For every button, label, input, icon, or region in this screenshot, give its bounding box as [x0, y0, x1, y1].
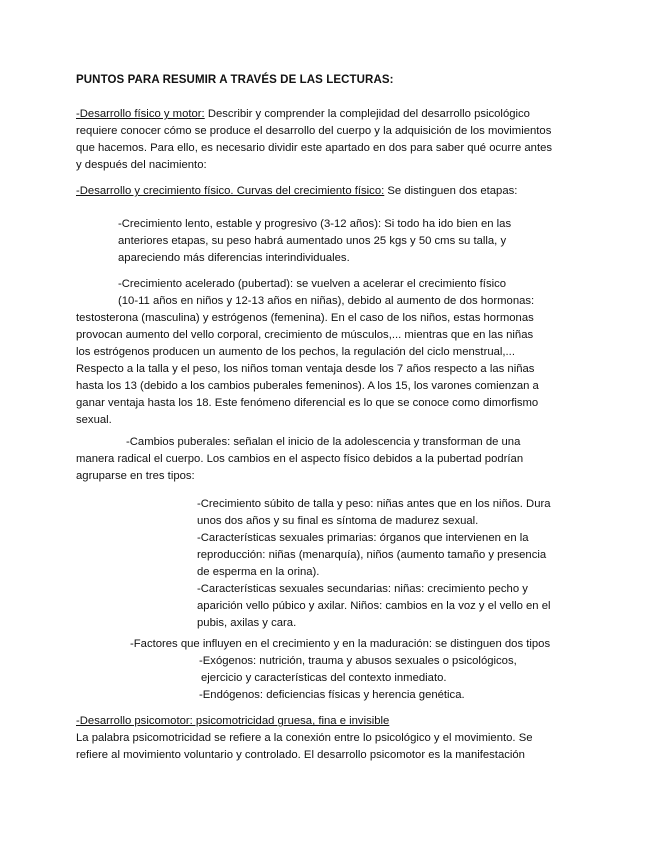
- paragraph-line: ejercicio y características del contexto inmediato.: [201, 672, 447, 684]
- section-crecimiento-fisico: [76, 183, 576, 200]
- factores-tipos: [199, 653, 579, 704]
- paragraph-line: los estrógenos producen un aumento de los pechos, la regulación del ciclo menstrual,...: [76, 346, 515, 358]
- paragraph-line: -Cambios puberales: señalan el inicio de la adolescencia y transforman de una: [126, 436, 521, 448]
- paragraph-line: pubis, axilas y cara.: [197, 617, 297, 629]
- paragraph-line: -Características sexuales secundarias: niñas: crecimiento pecho y: [197, 583, 528, 595]
- paragraph-line: (10-11 años en niños y 12-13 años en niñas), debido al aumento de dos hormonas:: [118, 295, 535, 307]
- paragraph-text: Describir y comprender la complejidad del desarrollo psicológico: [204, 108, 530, 120]
- crecimiento-lento: [118, 216, 558, 267]
- paragraph-line: anteriores etapas, su peso habrá aumentado unos 25 kgs y 50 cms su talla, y: [118, 235, 507, 247]
- paragraph-line: -Crecimiento acelerado (pubertad): se vuelven a acelerar el crecimiento físico: [118, 278, 507, 290]
- section-desarrollo-psicomotor: [76, 713, 576, 764]
- paragraph-line: y después del nacimiento:: [76, 159, 207, 171]
- paragraph-line: apareciendo más diferencias interindividuales.: [118, 252, 350, 264]
- paragraph-line: testosterona (masculina) y estrógenos (femenina). En el caso de los niños, estas hormonas: [76, 312, 534, 324]
- section-heading: -Desarrollo y crecimiento físico. Curvas del crecimiento físico:: [76, 185, 385, 197]
- paragraph-line: requiere conocer cómo se produce el desarrollo del cuerpo y la adquisición de los movimientos: [76, 125, 552, 137]
- paragraph-line: [76, 183, 576, 200]
- section-desarrollo-fisico-motor: [76, 106, 576, 174]
- cambios-puberales: [76, 451, 576, 485]
- paragraph-line: La palabra psicomotricidad se refiere a la conexión entre lo psicológico y el movimiento. Se: [76, 732, 533, 744]
- paragraph-line: -Exógenos: nutrición, trauma y abusos sexuales o psicológicos,: [199, 655, 517, 667]
- section-heading: -Desarrollo psicomotor: psicomotricidad gruesa, fina e invisible: [76, 715, 390, 727]
- paragraph-text: Se distinguen dos etapas:: [384, 185, 518, 197]
- tipos-cambios: [197, 496, 577, 632]
- paragraph-line: de esperma en la orina).: [197, 566, 320, 578]
- paragraph-line: hasta los 13 (debido a los cambios puberales femeninos). A los 15, los varones comienzan a: [76, 380, 539, 392]
- paragraph-line: agruparse en tres tipos:: [76, 470, 195, 482]
- paragraph-line: -Factores que influyen en el crecimiento y en la maduración: se distinguen dos tipos: [130, 638, 551, 650]
- paragraph-line: aparición vello púbico y axilar. Niños: cambios en la voz y el vello en el: [197, 600, 551, 612]
- paragraph-line: Respecto a la talla y el peso, los niños toman ventaja desde los 7 años respecto a las niñas: [76, 363, 535, 375]
- paragraph-line: que hacemos. Para ello, es necesario dividir este apartado en dos para saber qué ocurre antes: [76, 142, 553, 154]
- paragraph-line: unos dos años y su final es síntoma de madurez sexual.: [197, 515, 479, 527]
- paragraph-line: manera radical el cuerpo. Los cambios en el aspecto físico debidos a la pubertad podrían: [76, 453, 524, 465]
- paragraph-line: -Crecimiento lento, estable y progresivo (3-12 años): Si todo ha ido bien en las: [118, 218, 512, 230]
- crecimiento-acelerado: [76, 310, 576, 429]
- paragraph-line: -Crecimiento súbito de talla y peso: niñas antes que en los niños. Dura: [197, 498, 551, 510]
- paragraph-line: refiere al movimiento voluntario y controlado. El desarrollo psicomotor es la manifestación: [76, 749, 525, 761]
- paragraph-line: sexual.: [76, 414, 112, 426]
- page-title: PUNTOS PARA RESUMIR A TRAVÉS DE LAS LECTURAS:: [76, 74, 394, 86]
- paragraph-line: -Características sexuales primarias: órganos que intervienen en la: [197, 532, 529, 544]
- paragraph-line: reproducción: niñas (menarquía), niños (aumento tamaño y presencia: [197, 549, 547, 561]
- section-heading: -Desarrollo físico y motor:: [76, 108, 205, 120]
- paragraph-line: -Endógenos: deficiencias físicas y herencia genética.: [199, 689, 465, 701]
- paragraph-line: [76, 106, 576, 123]
- paragraph-line: provocan aumento del vello corporal, crecimiento de músculos,... mientras que en las niñas: [76, 329, 534, 341]
- paragraph-line: ganar ventaja hasta los 18. Este fenómeno diferencial es lo que se conoce como dimorfismo: [76, 397, 539, 409]
